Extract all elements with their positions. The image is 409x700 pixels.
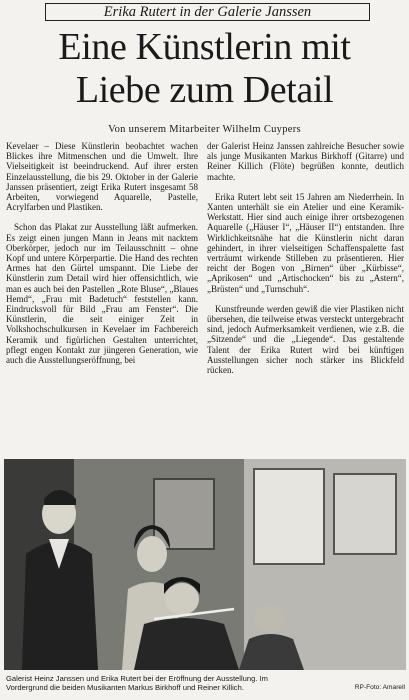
kicker: Erika Rutert in der Galerie Janssen xyxy=(103,3,312,20)
paragraph: Kevelaer – Diese Künstlerin beobachtet wachen Blickes ihre Mitmenschen und die Umwelt. Ihre Vielseitigkeit ist beeindruckend. Auf ihrer ersten Einzelausstellung, die bis 29. Oktober in der Galerie Janssen präsentiert, zeigt Erika Rutert insgesamt 58 Arbeiten, vorwiegend Aquarelle, Pastelle, Acrylfarben und Plastiken. xyxy=(6,141,198,213)
article-photo xyxy=(4,459,406,670)
paragraph: Erika Rutert lebt seit 15 Jahren am Niederrhein. In Xanten unterhält sie ein Atelier und eine Keramik-Werkstatt. Hier sind auch einige ihrer ortsbezogenen Aquarelle („Häuser I“, „Häuser II“) entstanden. Ihre Wirklichkeitsnähe hat die Künstlerin nicht daran gehindert, in ihrer vielseitigen Schaffenspalette fast verträumt wirkende Stilleben zu präsentieren. Hier reicht der Bogen von „Birnen“ über „Kürbisse“, „Aprikosen“ und „Artischocken“ bis zu „Astern“, „Brüsten“ und „Turnschuh“. xyxy=(207,191,404,294)
article-column-right xyxy=(207,141,404,385)
headline-line-1: Eine Künstlerin mit xyxy=(58,26,351,68)
paragraph: Schon das Plakat zur Ausstellung läßt aufmerken. Es zeigt einen jungen Mann in Jeans mit nacktem Oberkörper, jedoch nur im Teilausschnitt – ohne Kopf und untere Körperpartie. Die Hand des rechten Armes hat den Gürtel umspannt. Die Liebe der Künstlerin zum Detail wird hier offensichtlich, wie man es auch bei den Pastellen „Rote Bluse“, „Blaues Hemd“, „Frau mit Badetuch“ feststellen kann. Eindrucksvoll für Bild „Frau am Fenster“. Die Künstlerin, die seit einiger Zeit in Volkshochschulkursen in Kevelaer im Fachbereich Keramik und figürlichen Gestalten unterrichtet, pflegt engen Kontakt zur jüngeren Generation, wie auch die Ausstellungseröffnung, bei xyxy=(6,222,198,366)
kicker-box xyxy=(45,3,370,21)
article-column-left xyxy=(6,141,198,375)
photo-credit: RP-Foto: Amarell xyxy=(354,684,405,691)
byline: Von unserem Mitarbeiter Wilhelm Cuypers xyxy=(108,124,301,135)
headline-line-2: Liebe zum Detail xyxy=(75,69,334,111)
photo-caption: Galerist Heinz Janssen und Erika Rutert bei der Eröffnung der Ausstellung. Im Vordergrund die beiden Musikanten Markus Birkhoff und Reiner Killich. xyxy=(6,674,268,693)
paragraph: der Galerist Heinz Janssen zahlreiche Besucher sowie als junge Musikanten Markus Birkhoff (Gitarre) und Reiner Killich (Flöte) begrüßen konnte, deutlich machte. xyxy=(207,141,404,182)
gallery-scene-illustration xyxy=(4,459,406,670)
paragraph: Kunstfreunde werden gewiß die vier Plastiken nicht übersehen, die teilweise etwas versteckt untergebracht sind, jedoch Aufmerksamkeit verdienen, wie z.B. die „Sitzende“ und die „Liegende“. Das gestaltende Talent der Erika Rutert wird bei künftigen Ausstellungen sicher noch stärker ins Blickfeld rücken. xyxy=(207,303,404,376)
